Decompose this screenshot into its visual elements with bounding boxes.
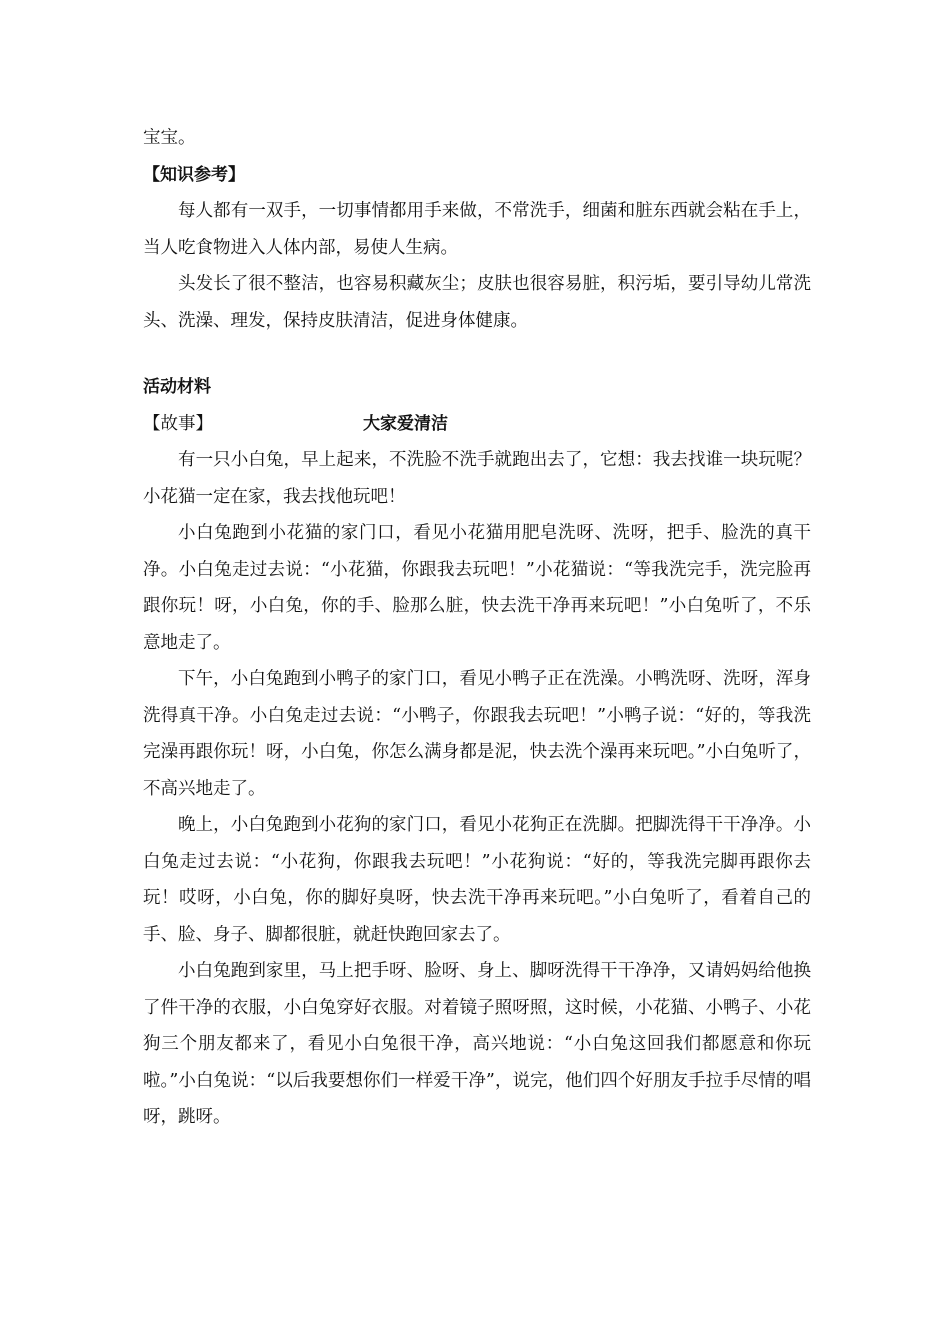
story-header bbox=[143, 406, 811, 443]
knowledge-paragraph-1: 每人都有一双手，一切事情都用手来做，不常洗手，细菌和脏东西就会粘在手上，当人吃食物进入人体内部，易使人生病。 bbox=[143, 201, 811, 258]
materials-heading: 活动材料 bbox=[143, 377, 211, 397]
knowledge-heading: 【知识参考】 bbox=[143, 164, 245, 185]
knowledge-paragraph-2: 头发长了很不整洁，也容易积藏灰尘；皮肤也很容易脏，积污垢，要引导幼儿常洗头、洗澡、理发，保持皮肤清洁，促进身体健康。 bbox=[143, 274, 811, 331]
section-spacer bbox=[143, 339, 811, 369]
story-paragraph-1: 有一只小白兔，早上起来，不洗脸不洗手就跑出去了，它想：我去找谁一块玩呢？小花猫一定在家，我去找他玩吧！ bbox=[143, 450, 811, 507]
story-paragraph-3: 下午，小白兔跑到小鸭子的家门口，看见小鸭子正在洗澡。小鸭洗呀、洗呀，浑身洗得真干净。小白兔走过去说：“小鸭子，你跟我去玩吧！”小鸭子说：“好的，等我洗完澡再跟你玩！呀，小白兔，你怎么满身都是泥，快去洗个澡再来玩吧。”小白兔听了，不高兴地走了。 bbox=[143, 669, 811, 799]
story-paragraph-5: 小白兔跑到家里，马上把手呀、脸呀、身上、脚呀洗得干干净净，又请妈妈给他换了件干净的衣服，小白兔穿好衣服。对着镜子照呀照，这时候，小花猫、小鸭子、小花狗三个朋友都来了，看见小白兔很干净，高兴地说：“小白兔这回我们都愿意和你玩啦。”小白兔说：“以后我要想你们一样爱干净”，说完，他们四个好朋友手拉手尽情的唱呀，跳呀。 bbox=[143, 961, 811, 1127]
story-tag: 【故事】 bbox=[143, 413, 213, 434]
document-body bbox=[143, 120, 811, 1136]
story-title: 大家爱清洁 bbox=[363, 413, 448, 434]
story-paragraph-2: 小白兔跑到小花猫的家门口，看见小花猫用肥皂洗呀、洗呀，把手、脸洗的真干净。小白兔走过去说：“小花猫，你跟我去玩吧！”小花猫说：“等我洗完手，洗完脸再跟你玩！呀，小白兔，你的手、脸那么脏，快去洗干净再来玩吧！”小白兔听了，不乐意地走了。 bbox=[143, 523, 811, 653]
intro-tail-text: 宝宝。 bbox=[143, 128, 196, 148]
story-paragraph-4: 晚上，小白兔跑到小花狗的家门口，看见小花狗正在洗脚。把脚洗得干干净净。小白兔走过去说：“小花狗，你跟我去玩吧！”小花狗说：“好的，等我洗完脚再跟你去玩！哎呀，小白兔，你的脚好臭呀，快去洗干净再来玩吧。”小白兔听了，看着自己的手、脸、身子、脚都很脏，就赶快跑回家去了。 bbox=[143, 815, 811, 945]
